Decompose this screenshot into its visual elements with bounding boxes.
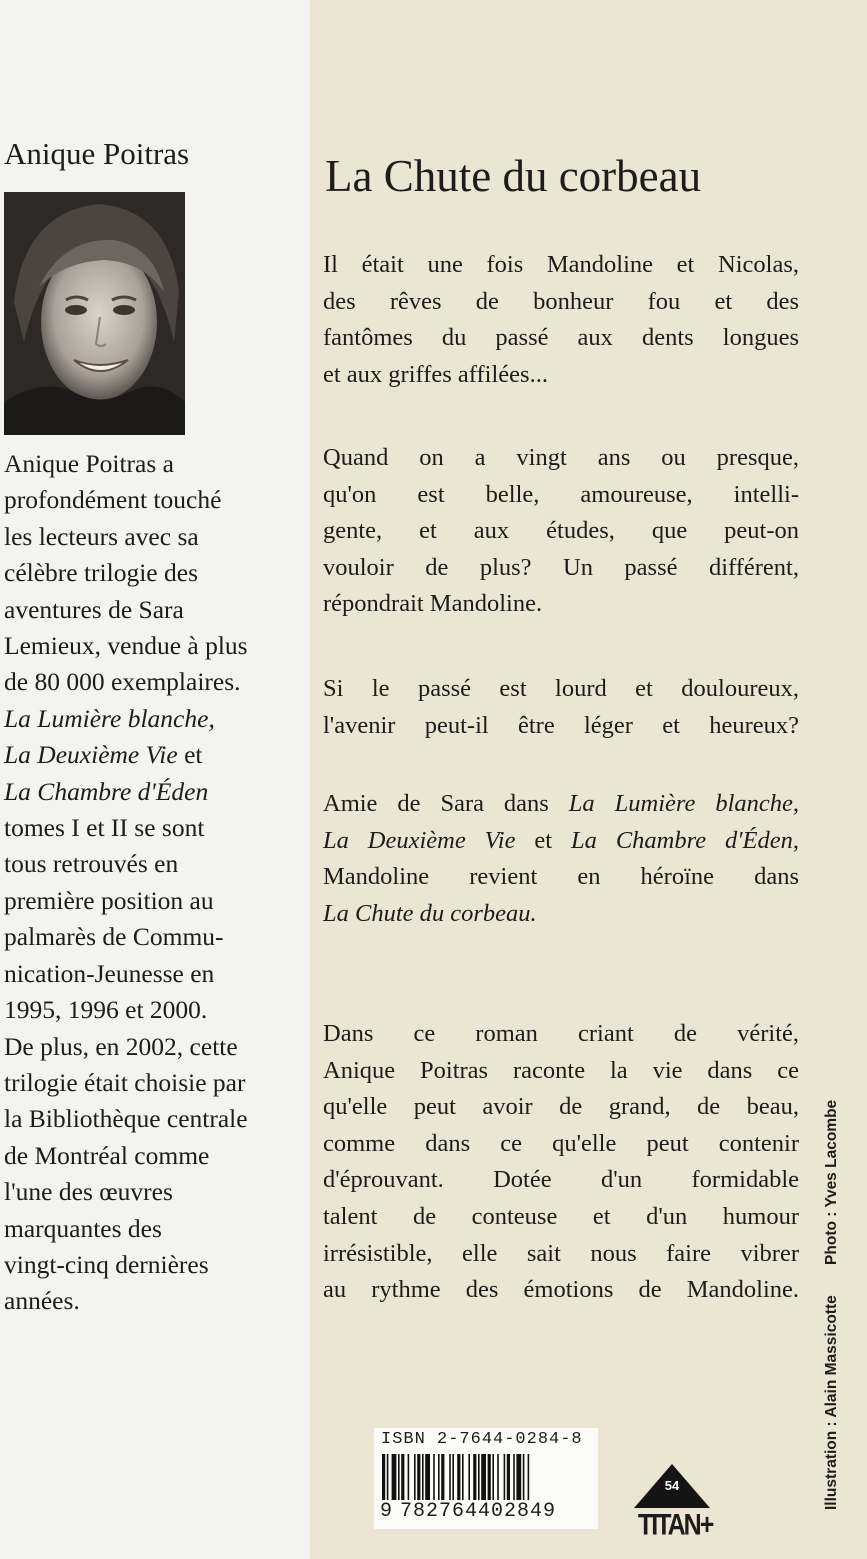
blurb-line: talent de conteuse et d'un humour <box>323 1202 799 1230</box>
barcode-bar <box>449 1454 451 1500</box>
blurb-line: Si le passé est lourd et douloureux, <box>323 675 799 702</box>
publisher-collection-number: 54 <box>664 1478 680 1493</box>
blurb-text: Amie de Sara dans <box>323 790 549 817</box>
bio-line-italic: La Lumière blanche, <box>4 703 215 733</box>
bio-line: marquantes des <box>4 1213 162 1243</box>
blurb-line: qu'elle peut avoir de grand, de beau, <box>323 1093 799 1121</box>
blurb-line: Dans ce roman criant de vérité, <box>323 1020 799 1047</box>
blurb-paragraph-5 <box>323 1016 799 1309</box>
barcode-bar <box>468 1454 470 1500</box>
blurb-line-mixed <box>323 786 799 823</box>
bio-line: tomes I et II se sont <box>4 813 205 843</box>
barcode-bar <box>516 1454 521 1500</box>
barcode-bar <box>401 1454 404 1500</box>
ean-first-digit: 9 <box>380 1500 393 1523</box>
barcode-bar <box>504 1454 506 1500</box>
barcode-bar <box>441 1454 444 1500</box>
blurb-line: l'avenir peut-il être léger et heureux? <box>323 711 799 739</box>
blurb-line: Quand on a vingt ans ou presque, <box>323 444 799 471</box>
blurb-line: Il était une fois Mandoline et Nicolas, <box>323 251 799 278</box>
barcode-bar <box>387 1454 389 1500</box>
blurb-line: qu'on est belle, amoureuse, intelli- <box>323 480 799 508</box>
barcode-bar <box>417 1454 420 1500</box>
bio-line: vingt-cinq dernières <box>4 1249 209 1279</box>
barcode-bar <box>462 1454 464 1500</box>
blurb-book-title: La Deuxième Vie <box>323 826 516 854</box>
barcode-bar <box>507 1454 510 1500</box>
bio-line: les lecteurs avec sa <box>4 521 199 551</box>
bio-line: la Bibliothèque centrale <box>4 1104 248 1134</box>
bio-line: années. <box>4 1286 80 1316</box>
author-portrait-image <box>4 192 185 435</box>
barcode-bar <box>457 1454 460 1500</box>
barcode-bar <box>497 1454 499 1500</box>
barcode-bar <box>513 1454 515 1500</box>
barcode-bar <box>414 1454 416 1500</box>
blurb-line-italic: La Chute du corbeau. <box>323 899 537 927</box>
barcode-bar <box>392 1454 397 1500</box>
bio-line: Anique Poitras a <box>4 449 174 478</box>
blurb-line: et aux griffes affilées... <box>323 360 548 388</box>
bio-book-title: La Deuxième Vie <box>4 740 178 770</box>
blurb-line: irrésistible, elle sait nous faire vibrer <box>323 1239 799 1267</box>
image-credits <box>823 1074 841 1510</box>
bio-line-italic: La Chambre d'Éden <box>4 776 209 806</box>
ean-digits: 782764402849 <box>400 1500 557 1523</box>
bio-line: trilogie était choisie par <box>4 1067 246 1097</box>
barcode-bar <box>438 1454 440 1500</box>
bio-line: profondément touché <box>4 485 222 515</box>
blurb-line: Anique Poitras raconte la vie dans ce <box>323 1056 799 1084</box>
blurb-conjunction: et <box>534 826 553 854</box>
blurb-paragraph-2 <box>323 440 799 623</box>
blurb-line: des rêves de bonheur fou et des <box>323 287 799 315</box>
barcode-bar <box>488 1454 491 1500</box>
photo-credit: Photo : Yves Lacombe <box>823 1099 840 1265</box>
barcode-icon <box>382 1454 594 1500</box>
blurb-line: d'éprouvant. Dotée d'un formidable <box>323 1166 799 1194</box>
bio-line: Lemieux, vendue à plus <box>4 631 248 661</box>
bio-line: palmarès de Commu- <box>4 922 224 952</box>
barcode-bar <box>528 1454 530 1500</box>
barcode-bar <box>398 1454 400 1500</box>
blurb-paragraph-1 <box>323 247 799 393</box>
barcode-bar <box>425 1454 430 1500</box>
blurb-line: gente, et aux études, que peut-on <box>323 517 799 545</box>
barcode-bar <box>433 1454 435 1500</box>
bio-line: première position au <box>4 885 214 915</box>
bio-line: de Montréal comme <box>4 1140 210 1170</box>
bio-line: nication-Jeunesse en <box>4 958 215 988</box>
bio-line-mixed <box>4 737 304 773</box>
barcode-bar <box>473 1454 476 1500</box>
blurb-paragraph-4 <box>323 786 799 932</box>
barcode-bar <box>481 1454 486 1500</box>
bio-line: l'une des œuvres <box>4 1177 173 1207</box>
bio-line: 1995, 1996 et 2000. <box>4 995 208 1025</box>
blurb-line: fantômes du passé aux dents longues <box>323 324 799 352</box>
bio-line: aventures de Sara <box>4 594 184 624</box>
author-photo <box>4 192 185 435</box>
barcode-bar <box>452 1454 454 1500</box>
blurb-line: au rythme des émotions de Mandoline. <box>323 1276 799 1304</box>
isbn-text: ISBN 2-7644-0284-8 <box>381 1430 583 1449</box>
barcode-bar <box>408 1454 410 1500</box>
bio-conjunction: et <box>184 740 203 770</box>
bio-line: de 80 000 exemplaires. <box>4 667 241 697</box>
barcode-bar <box>422 1454 424 1500</box>
blurb-line: répondrait Mandoline. <box>323 590 543 618</box>
blurb-book-title: La Lumière blanche, <box>568 790 799 817</box>
publisher-logo-text: TITAN+ <box>638 1508 713 1542</box>
blurb-book-title: La Chambre d'Éden, <box>571 826 799 854</box>
barcode-bar <box>382 1454 385 1500</box>
book-title: La Chute du corbeau <box>325 151 702 201</box>
author-name: Anique Poitras <box>4 136 190 171</box>
bio-line: célèbre trilogie des <box>4 558 198 588</box>
barcode-bar <box>478 1454 480 1500</box>
blurb-paragraph-3 <box>323 671 799 744</box>
blurb-panel <box>310 0 867 1559</box>
blurb-line-mixed <box>323 823 799 860</box>
blurb-line: Mandoline revient en héroïne dans <box>323 863 799 891</box>
barcode-bar <box>523 1454 525 1500</box>
illustration-credit: Illustration : Alain Massicotte <box>823 1295 840 1510</box>
bio-line: tous retrouvés en <box>4 849 179 879</box>
barcode-bar <box>492 1454 494 1500</box>
author-bio <box>4 446 304 1320</box>
blurb-line: vouloir de plus? Un passé différent, <box>323 553 799 581</box>
blurb-line: comme dans ce qu'elle peut contenir <box>323 1129 799 1157</box>
bio-line: De plus, en 2002, cette <box>4 1031 238 1061</box>
